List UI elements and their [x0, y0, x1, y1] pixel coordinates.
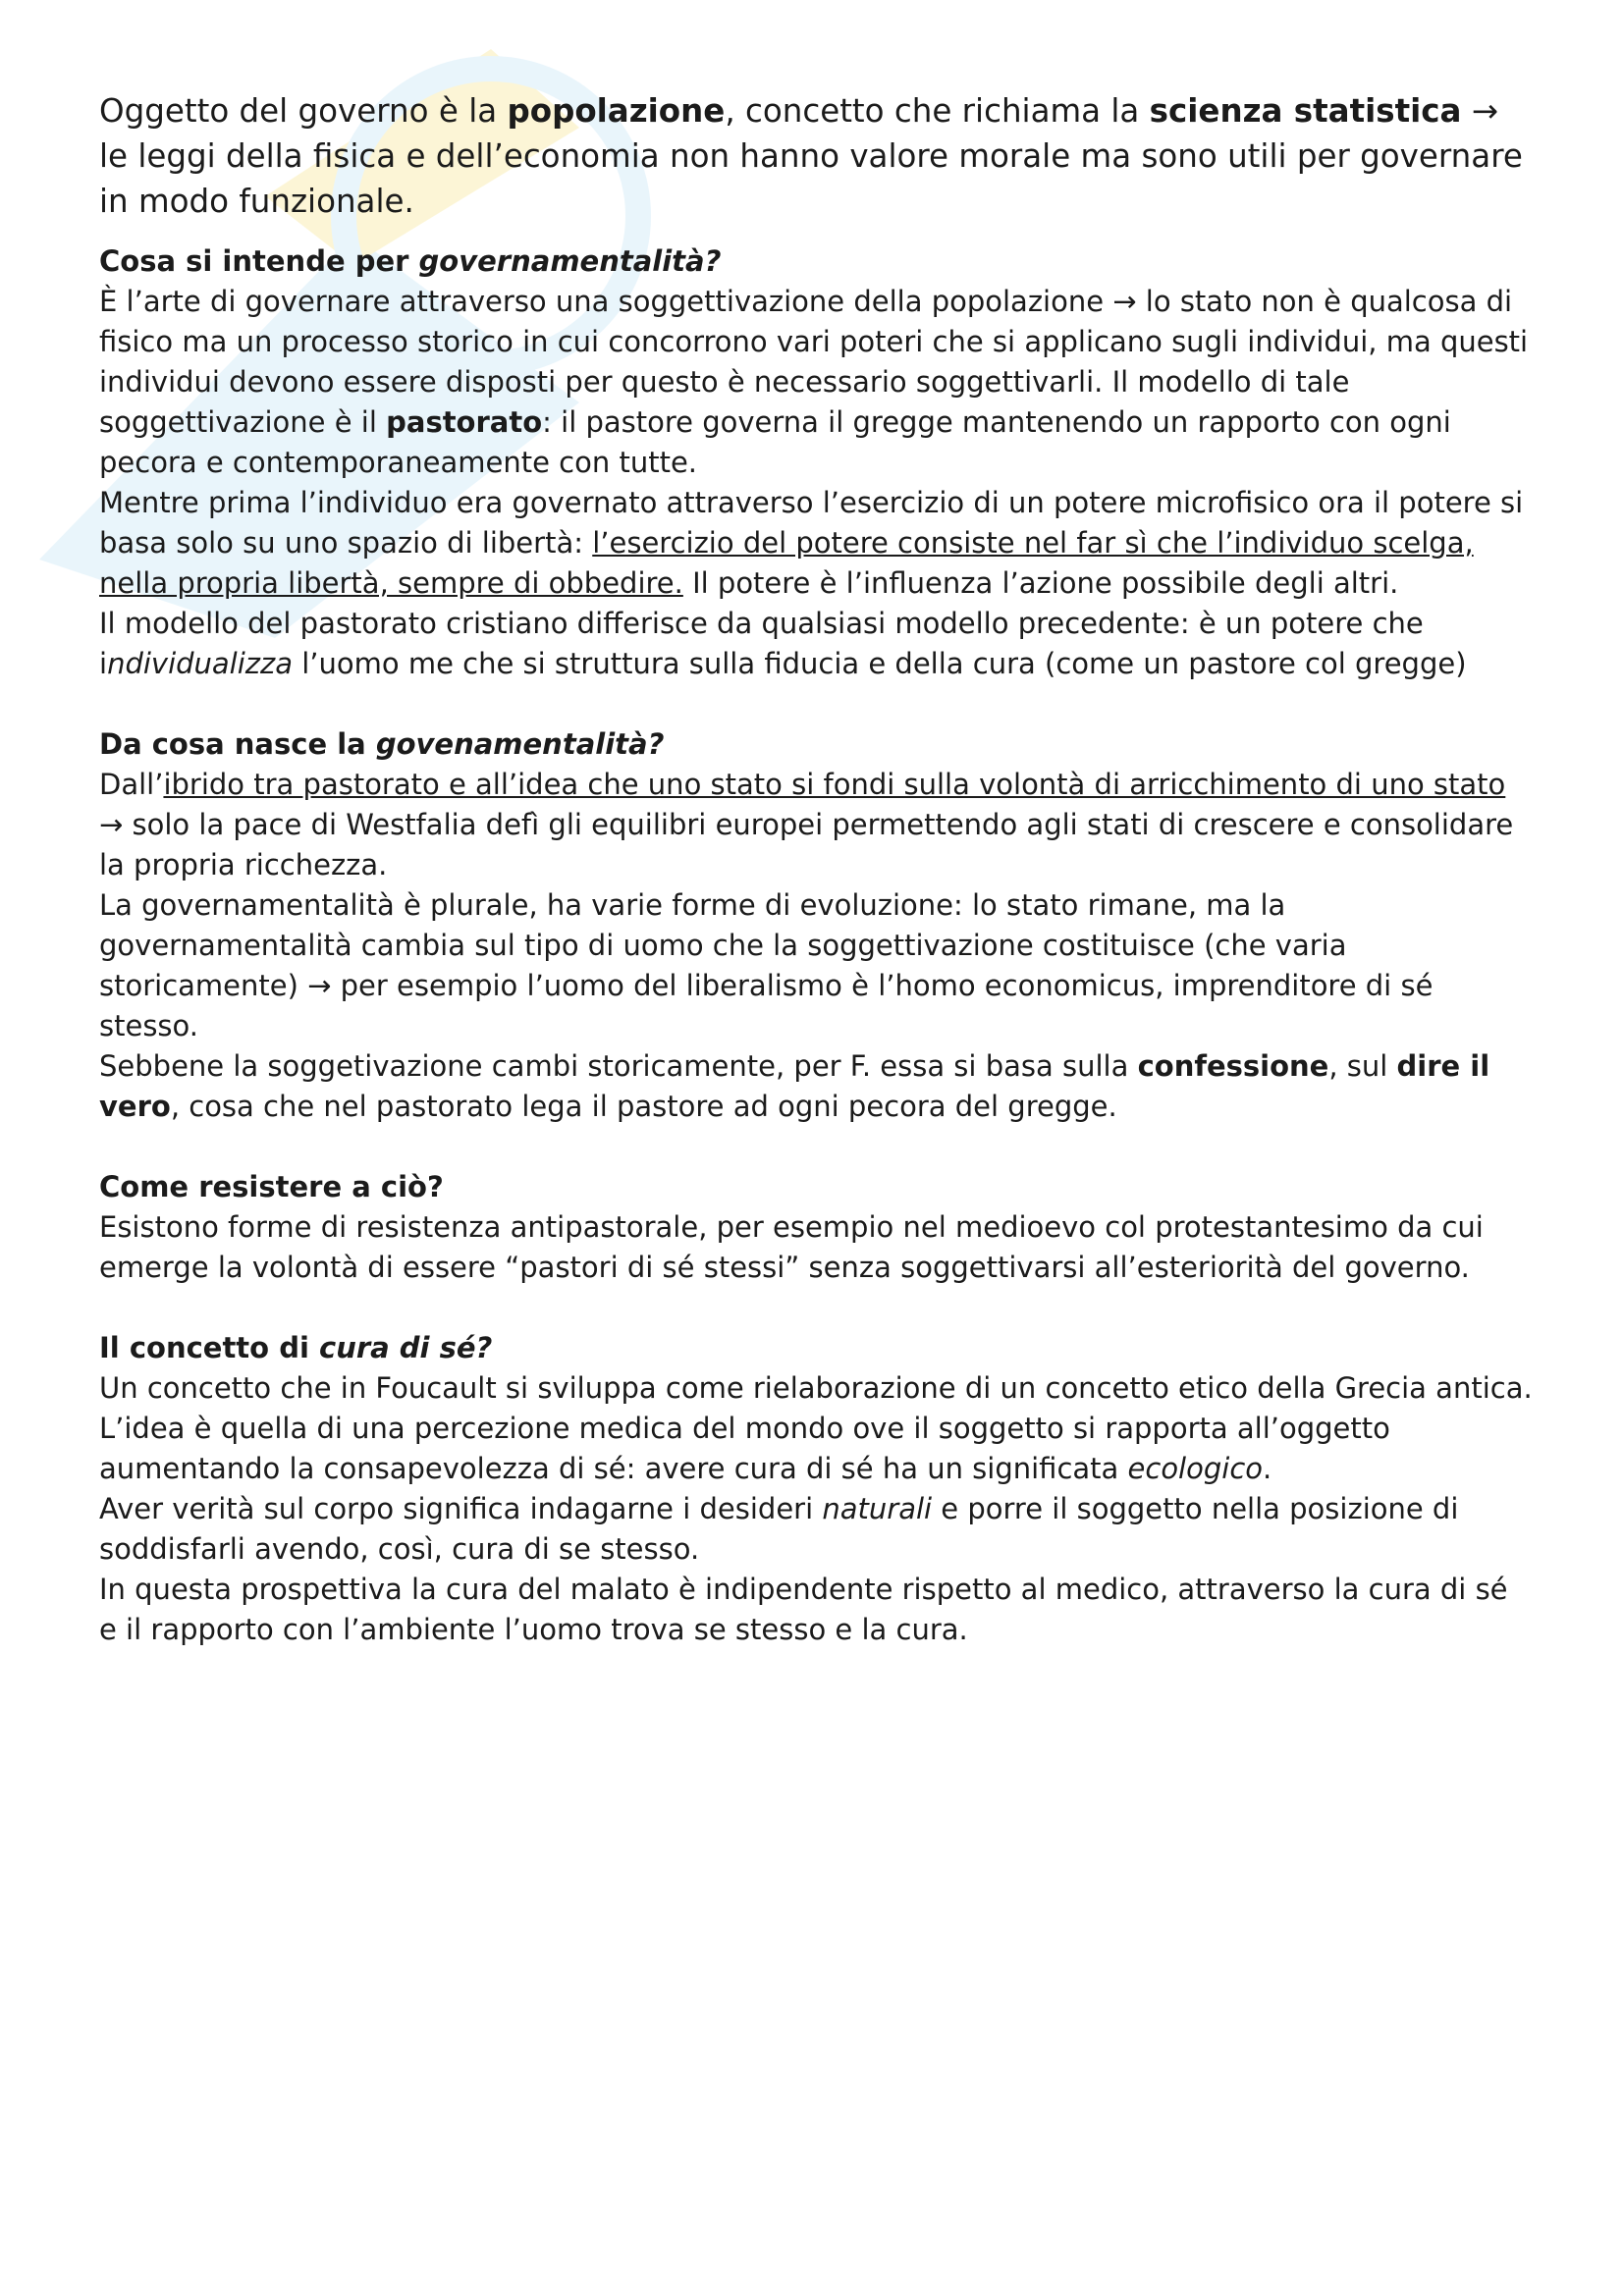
text-span: pastorato — [386, 405, 543, 439]
text-span: naturali — [822, 1492, 933, 1525]
paragraph — [99, 1489, 1533, 1570]
paragraph — [99, 604, 1533, 684]
text-span: cura di sé? — [319, 1331, 493, 1364]
section-cura-di-se — [99, 1328, 1533, 1650]
section-heading — [99, 724, 1533, 765]
text-span: → solo la pace di Westfalia defì gli equilibri europei permettendo agli stati di crescere e consolidare la propria ricchezza. — [99, 808, 1514, 881]
text-span: Dall’ — [99, 768, 164, 801]
section-resistenza — [99, 1167, 1533, 1288]
paragraph — [99, 483, 1533, 604]
underlined-text: l’esercizio del potere consiste nel far sì che l’individuo scelga, nella propria libertà, sempre di obbedire. — [99, 526, 1474, 600]
section-origine — [99, 724, 1533, 1127]
section-heading — [99, 241, 1533, 282]
text-span: confessione — [1137, 1049, 1329, 1083]
text-span: , sul — [1328, 1049, 1397, 1083]
intro-paragraph — [99, 88, 1533, 224]
paragraph: In questa prospettiva la cura del malato è indipendente rispetto al medico, attraverso la cura di sé e il rapporto con l’ambiente l’uomo trova se stesso e la cura. — [99, 1573, 1508, 1646]
text-span: Il potere è l’influenza l’azione possibile degli altri. — [682, 566, 1399, 600]
paragraph — [99, 765, 1533, 885]
text-span: Oggetto del governo è la — [99, 92, 508, 130]
text-span: Il concetto di — [99, 1331, 319, 1364]
paragraph — [99, 1046, 1533, 1127]
text-span: ecologico — [1127, 1452, 1264, 1485]
text-span: govenamentalità? — [375, 727, 665, 761]
paragraph: La governamentalità è plurale, ha varie forme di evoluzione: lo stato rimane, ma la governamentalità cambia sul tipo di uomo che la soggettivazione costituisce (che varia storicamente) → per esempio l’uomo del liberalismo è l’homo economicus, imprenditore di sé stesso. — [99, 888, 1434, 1042]
text-span: ndividualizza — [107, 647, 294, 680]
text-span: Il modello del pastorato cristiano differisce da qualsiasi modello precedente: è un potere che i — [99, 607, 1424, 680]
text-span: dire il vero — [99, 1049, 1490, 1123]
text-span: Da cosa nasce la — [99, 727, 376, 761]
text-span: : il pastore governa il gregge mantenendo un rapporto con ogni pecora e contemporaneamente con tutte. — [99, 405, 1451, 479]
text-span: e porre il soggetto nella posizione di soddisfarli avendo, così, cura di se stesso. — [99, 1492, 1459, 1566]
document-page — [99, 88, 1533, 1690]
text-span: Cosa si intende per — [99, 244, 419, 278]
bold-term-popolazione: popolazione — [507, 92, 726, 130]
text-span: . — [1263, 1452, 1272, 1485]
text-span: È l’arte di governare attraverso una soggettivazione della popolazione → lo stato non è qualcosa di fisico ma un processo storico in cui concorrono vari poteri che si applicano sugli individui, ma questi individui devono essere disposti per questo è necessario soggettivarli. Il modello di tale soggettivazione è il — [99, 285, 1529, 439]
section-heading: Come resistere a ciò? — [99, 1170, 444, 1203]
bold-term-scienza-statistica: scienza statistica — [1149, 92, 1462, 130]
section-heading — [99, 1328, 1533, 1368]
paragraph — [99, 282, 1533, 483]
section-governamentalita — [99, 241, 1533, 684]
text-span: l’uomo me che si struttura sulla fiducia e della cura (come un pastore col gregge) — [293, 647, 1467, 680]
text-span: Un concetto che in Foucault si sviluppa come rielaborazione di un concetto etico della Grecia antica. L’idea è quella di una percezione medica del mondo ove il soggetto si rapporta all’oggetto aumentando la consapevolezza di sé: avere cura di sé ha un significata — [99, 1371, 1533, 1485]
underlined-text: ibrido tra pastorato e all’idea che uno stato si fondi sulla volontà di arricchimento di uno stato — [163, 768, 1506, 801]
text-span: Mentre prima l’individuo era governato attraverso l’esercizio di un potere microfisico ora il potere si basa solo su uno spazio di libertà: — [99, 486, 1524, 560]
text-span: , cosa che nel pastorato lega il pastore ad ogni pecora del gregge. — [170, 1090, 1117, 1123]
text-span: Sebbene la soggetivazione cambi storicamente, per F. essa si basa sulla — [99, 1049, 1138, 1083]
text-span: → le leggi della fisica e dell’economia non hanno valore morale ma sono utili per governare in modo funzionale. — [99, 92, 1523, 220]
text-span: , concetto che richiama la — [725, 92, 1150, 130]
text-span: Aver verità sul corpo significa indagarne i desideri — [99, 1492, 823, 1525]
paragraph: Esistono forme di resistenza antipastorale, per esempio nel medioevo col protestantesimo da cui emerge la volontà di essere “pastori di sé stessi” senza soggettivarsi all’esteriorità del governo. — [99, 1210, 1484, 1284]
text-span: governamentalità? — [418, 244, 722, 278]
paragraph — [99, 1368, 1533, 1489]
